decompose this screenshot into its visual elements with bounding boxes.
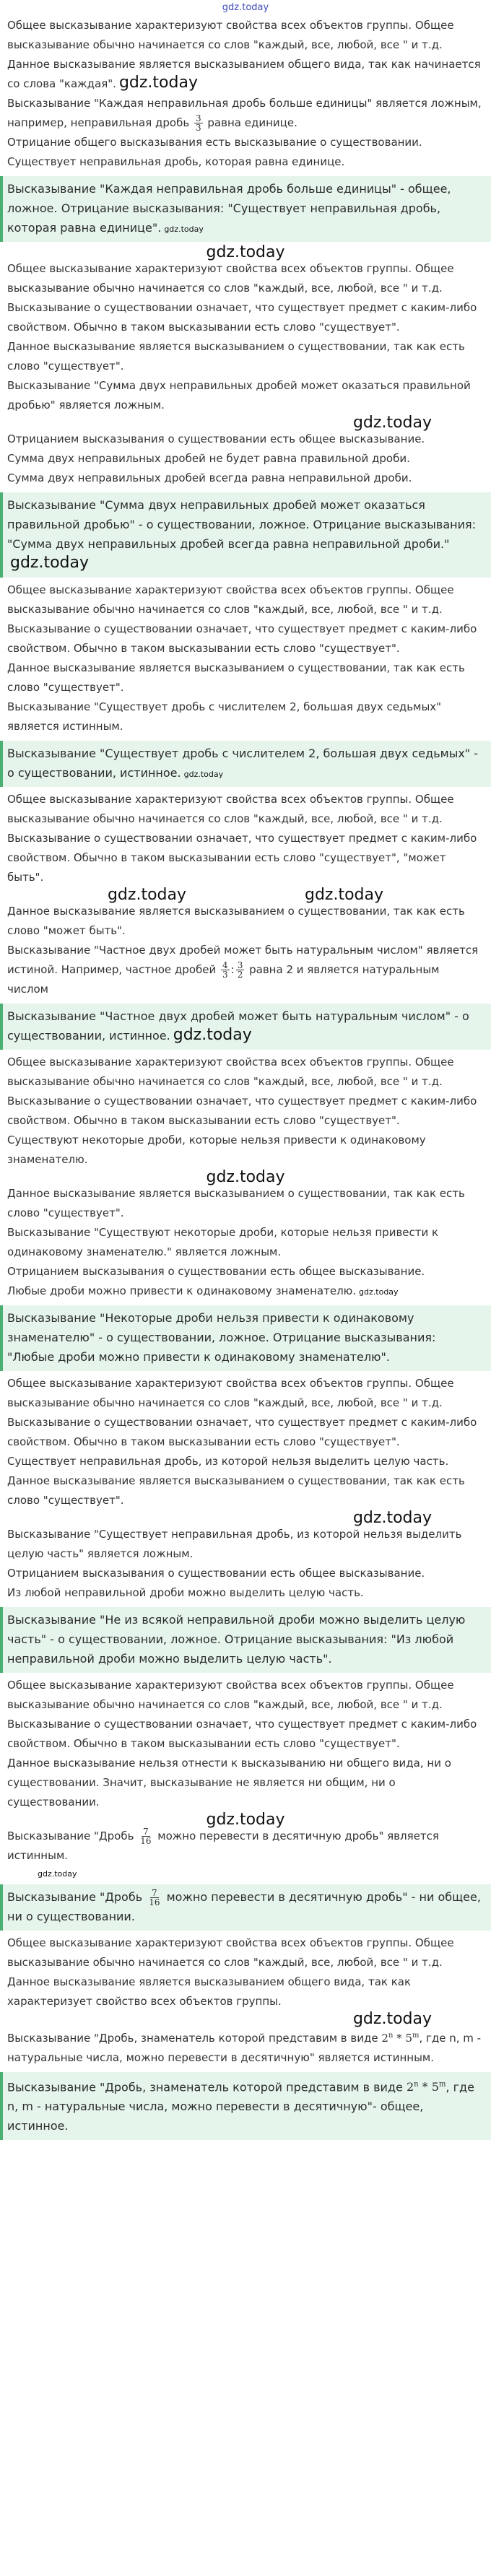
solution-block-1: [6, 16, 485, 242]
paragraph: Данное высказывание является высказыванием общего вида, так как начинается со слова "каждая". gdz.today: [7, 58, 481, 92]
answer-highlight: Высказывание "Частное двух дробей может быть натуральным числом" - о существовании, истинное. gdz.today: [0, 1004, 491, 1050]
paragraph: Сумма двух неправильных дробей не будет равна правильной дроби.: [7, 452, 410, 465]
paragraph: Общее высказывание характеризуют свойства всех объектов группы. Общее высказывание обычно начинается со слов "каждый, все, любой, все " и т.д.: [7, 583, 454, 616]
paragraph: Существует неправильная дробь, из которой нельзя выделить целую часть.: [7, 1455, 449, 1468]
paragraph: Отрицанием высказывания о существовании есть общее высказывание.: [7, 1567, 425, 1580]
site-header-logo[interactable]: gdz.today: [222, 2, 269, 13]
watermark: gdz.today: [206, 1168, 285, 1186]
paragraph: Существует неправильная дробь, которая равна единице.: [7, 155, 345, 168]
paragraph: Высказывание "Каждая неправильная дробь больше единицы" является ложным, например, неправильная дробь $\frac{3}{3}$ равна единице.: [7, 97, 482, 133]
answer-highlight: Высказывание "Дробь $\frac{7}{16}$ можно перевести в десятичную дробь" - ни общее, ни о существовании.: [0, 1884, 491, 1931]
watermark: gdz.today: [305, 886, 384, 904]
paragraph: Высказывание "Существует дробь с числителем 2, большая двух седьмых" является истинным.: [7, 700, 442, 733]
watermark: gdz.today: [206, 243, 285, 261]
paragraph: Высказывание о существовании означает, что существует предмет с каким-либо свойством. Обычно в таком высказывании есть слово "существует".: [7, 622, 477, 655]
fraction-4-3: $\frac{4}{3}$: [222, 960, 228, 980]
paragraph: Общее высказывание характеризуют свойства всех объектов группы. Общее высказывание обычно начинается со слов "каждый, все, любой, все " и т.д.: [7, 262, 454, 295]
solution-block-8: [6, 1933, 485, 2140]
paragraph: Высказывание о существовании означает, что существует предмет с каким-либо свойством. Обычно в таком высказывании есть слово "существует".: [7, 1416, 477, 1448]
power-expression: 2$^n$ * 5$^m$: [406, 2080, 446, 2094]
fraction-7-16: $\frac{7}{16}$: [140, 1827, 152, 1846]
answer-highlight: Высказывание "Существует дробь с числителем 2, большая двух седьмых" - о существовании, истинное. gdz.today: [0, 741, 491, 787]
watermark: gdz.today: [352, 1509, 432, 1527]
paragraph: Данное высказывание является высказыванием общего вида, так как характеризует свойство всех объектов группы.: [7, 1975, 412, 2008]
paragraph: Высказывание "Дробь, знаменатель которой представим в виде 2$^n$ * 5$^m$, где n, m - натуральные числа, можно перевести в десятичную" является истинным.: [7, 2032, 482, 2064]
paragraph: Высказывание о существовании означает, что существует предмет с каким-либо свойством. Обычно в таком высказывании есть слово "существует", "может быть".: [7, 832, 477, 884]
paragraph: Любые дроби можно привести к одинаковому знаменателю. gdz.today: [7, 1284, 399, 1297]
watermark: gdz.today: [173, 1026, 252, 1044]
watermark: gdz.today: [38, 1869, 77, 1879]
watermark: gdz.today: [206, 1811, 285, 1829]
paragraph: Высказывание "Существуют некоторые дроби, которые нельзя привести к одинаковому знаменателю." является ложным.: [7, 1226, 439, 1258]
fraction-3-3: $\frac{3}{3}$: [195, 113, 201, 133]
fraction-3-2: $\frac{3}{2}$: [237, 960, 243, 980]
watermark: gdz.today: [352, 414, 432, 432]
solution-block-6: [6, 1374, 485, 1673]
paragraph: Данное высказывание является высказыванием о существовании, так как есть слово "существует".: [7, 661, 465, 694]
answer-highlight: Высказывание "Дробь, знаменатель которой представим в виде 2$^n$ * 5$^m$, где n, m - натуральные числа, можно перевести в десятичную"- общее, истинное.: [0, 2072, 491, 2140]
paragraph: Общее высказывание характеризуют свойства всех объектов группы. Общее высказывание обычно начинается со слов "каждый, все, любой, все " и т.д.: [7, 793, 454, 825]
paragraph: Сумма двух неправильных дробей всегда равна неправильной дроби.: [7, 471, 412, 484]
paragraph: Высказывание "Дробь $\frac{7}{16}$ можно перевести в десятичную дробь" является истинным.: [7, 1827, 439, 1862]
paragraph: Отрицанием высказывания о существовании есть общее высказывание.: [7, 432, 425, 445]
paragraph: Высказывание о существовании означает, что существует предмет с каким-либо свойством. Обычно в таком высказывании есть слово "существует".: [7, 1095, 477, 1127]
paragraph: Данное высказывание является высказыванием о существовании, так как есть слово "существует".: [7, 340, 465, 373]
paragraph: Общее высказывание характеризуют свойства всех объектов группы. Общее высказывание обычно начинается со слов "каждый, все, любой, все " и т.д.: [7, 1679, 454, 1711]
paragraph: Данное высказывание является высказыванием о существовании, так как есть слово "существует".: [7, 1187, 465, 1219]
watermark: gdz.today: [10, 554, 90, 572]
paragraph: Данное высказывание является высказыванием о существовании, так как есть слово "может быть".: [7, 905, 465, 937]
paragraph: Общее высказывание характеризуют свойства всех объектов группы. Общее высказывание обычно начинается со слов "каждый, все, любой, все " и т.д.: [7, 1056, 454, 1088]
paragraph: Из любой неправильной дроби можно выделить целую часть.: [7, 1586, 364, 1599]
solution-block-4: [6, 790, 485, 1050]
watermark: gdz.today: [183, 770, 224, 779]
watermark: gdz.today: [107, 886, 186, 904]
paragraph: Высказывание "Существует неправильная дробь, из которой нельзя выделить целую часть" является ложным.: [7, 1528, 462, 1560]
fraction-7-16: $\frac{7}{16}$: [149, 1888, 160, 1907]
paragraph: Данное высказывание является высказыванием о существовании, так как есть слово "существует".: [7, 1474, 465, 1507]
solution-block-7: [6, 1676, 485, 1931]
paragraph: Высказывание "Частное двух дробей может быть натуральным числом" является истиной. Например, частное дробей $\frac{4}{3}$ : $\frac{3}{2}$ равна 2 и является натуральным числом: [7, 944, 479, 996]
paragraph: Данное высказывание нельзя отнести к высказыванию ни общего вида, ни о существовании. Значит, высказывание не является ни общим, ни о существовании.: [7, 1757, 451, 1809]
watermark: gdz.today: [164, 225, 204, 234]
answer-highlight: Высказывание "Не из всякой неправильной дроби можно выделить целую часть" - о существовании, ложное. Отрицание высказывания: "Из любой неправильной дроби можно выделить целую часть".: [0, 1607, 491, 1673]
paragraph: Высказывание о существовании означает, что существует предмет с каким-либо свойством. Обычно в таком высказывании есть слово "существует".: [7, 1718, 477, 1750]
watermark: gdz.today: [352, 2010, 432, 2028]
paragraph: Общее высказывание характеризуют свойства всех объектов группы. Общее высказывание обычно начинается со слов "каждый, все, любой, все " и т.д.: [7, 19, 454, 51]
paragraph: Отрицание общего высказывания есть высказывание о существовании.: [7, 136, 422, 149]
paragraph: Отрицанием высказывания о существовании есть общее высказывание.: [7, 1265, 425, 1278]
answer-highlight: Высказывание "Сумма двух неправильных дробей может оказаться правильной дробью" - о существовании, ложное. Отрицание высказывания: "Сумма двух неправильных дробей всегда равна неправильной дроби."gdz.today: [0, 492, 491, 578]
solution-block-2: [6, 245, 485, 578]
answer-highlight: Высказывание "Некоторые дроби нельзя привести к одинаковому знаменателю" - о существовании, ложное. Отрицание высказывания: "Любые дроби можно привести к одинаковому знаменателю".: [0, 1305, 491, 1371]
paragraph: Существуют некоторые дроби, которые нельзя привести к одинаковому знаменателю.: [7, 1133, 426, 1166]
watermark: gdz.today: [359, 1287, 399, 1297]
paragraph: Общее высказывание характеризуют свойства всех объектов группы. Общее высказывание обычно начинается со слов "каждый, все, любой, все " и т.д.: [7, 1936, 454, 1969]
solution-block-3: [6, 580, 485, 787]
solution-block-5: [6, 1053, 485, 1371]
paragraph: Высказывание о существовании означает, что существует предмет с каким-либо свойством. Обычно в таком высказывании есть слово "существует".: [7, 301, 477, 334]
power-expression: 2$^n$ * 5$^m$: [381, 2032, 420, 2045]
paragraph: Высказывание "Сумма двух неправильных дробей может оказаться правильной дробью" является ложным.: [7, 379, 471, 412]
paragraph: Общее высказывание характеризуют свойства всех объектов группы. Общее высказывание обычно начинается со слов "каждый, все, любой, все " и т.д.: [7, 1377, 454, 1409]
watermark: gdz.today: [118, 74, 198, 92]
answer-highlight: Высказывание "Каждая неправильная дробь больше единицы" - общее, ложное. Отрицание высказывания: "Существует неправильная дробь, которая равна единице". gdz.today: [0, 176, 491, 242]
